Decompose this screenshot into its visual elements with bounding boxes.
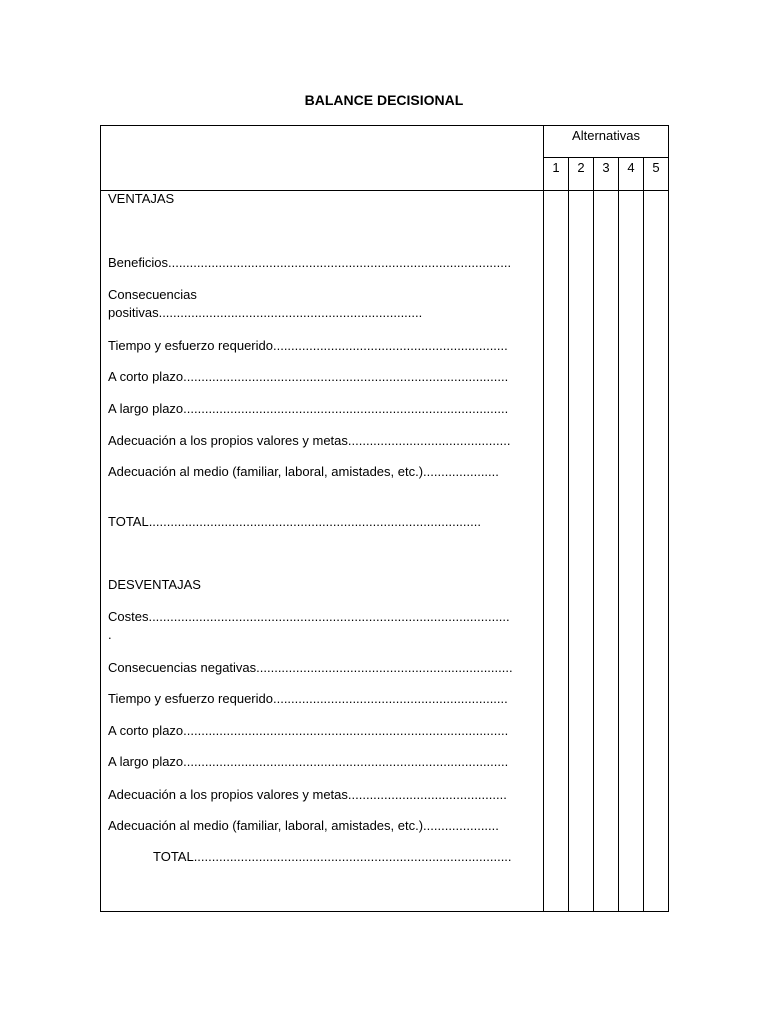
- alternative-column-1[interactable]: [544, 191, 569, 912]
- ventajas-item-tiempo: Tiempo y esfuerzo requerido.................................................................: [108, 338, 508, 353]
- desventajas-heading: DESVENTAJAS: [108, 577, 201, 592]
- desventajas-item-tiempo: Tiempo y esfuerzo requerido.................................................................: [108, 691, 508, 706]
- ventajas-item-corto-plazo: A corto plazo..........................................................................................: [108, 369, 509, 384]
- ventajas-item-valores: Adecuación a los propios valores y metas.............................................: [108, 433, 511, 448]
- ventajas-item-medio: Adecuación al medio (familiar, laboral, amistades, etc.).....................: [108, 464, 499, 479]
- ventajas-item-positivas: positivas.........................................................................: [108, 305, 423, 320]
- alternative-number-2: 2: [569, 158, 594, 191]
- desventajas-item-costes: Costes....................................................................................................: [108, 609, 510, 624]
- ventajas-heading: VENTAJAS: [108, 191, 175, 206]
- alternative-column-3[interactable]: [594, 191, 619, 912]
- desventajas-item-consecuencias: Consecuencias negativas.......................................................................: [108, 660, 513, 675]
- alternative-number-4: 4: [619, 158, 644, 191]
- alternative-number-1: 1: [544, 158, 569, 191]
- desventajas-item-largo-plazo: A largo plazo..........................................................................................: [108, 754, 509, 769]
- ventajas-item-largo-plazo: A largo plazo..........................................................................................: [108, 401, 509, 416]
- ventajas-total: TOTAL............................................................................................: [108, 514, 481, 529]
- document-title: BALANCE DECISIONAL: [304, 92, 464, 108]
- desventajas-item-valores: Adecuación a los propios valores y metas............................................: [108, 787, 507, 802]
- desventajas-total: TOTAL........................................................................................: [153, 849, 512, 864]
- alternative-column-2[interactable]: [569, 191, 594, 912]
- desventajas-item-corto-plazo: A corto plazo..........................................................................................: [108, 723, 509, 738]
- decision-balance-table: [100, 125, 669, 912]
- header-empty-cell: [101, 126, 544, 191]
- ventajas-item-consecuencias: Consecuencias: [108, 287, 197, 302]
- criteria-cell: [101, 191, 544, 912]
- alternative-column-5[interactable]: [644, 191, 669, 912]
- alternatives-label: Alternativas: [572, 128, 640, 143]
- alternative-number-3: 3: [594, 158, 619, 191]
- desventajas-item-medio: Adecuación al medio (familiar, laboral, amistades, etc.).....................: [108, 818, 499, 833]
- alternative-column-4[interactable]: [619, 191, 644, 912]
- alternatives-header: [544, 126, 669, 158]
- alternative-number-5: 5: [644, 158, 669, 191]
- desventajas-item-costes-cont: .: [108, 627, 112, 642]
- ventajas-item-beneficios: Beneficios...............................................................................................: [108, 255, 512, 270]
